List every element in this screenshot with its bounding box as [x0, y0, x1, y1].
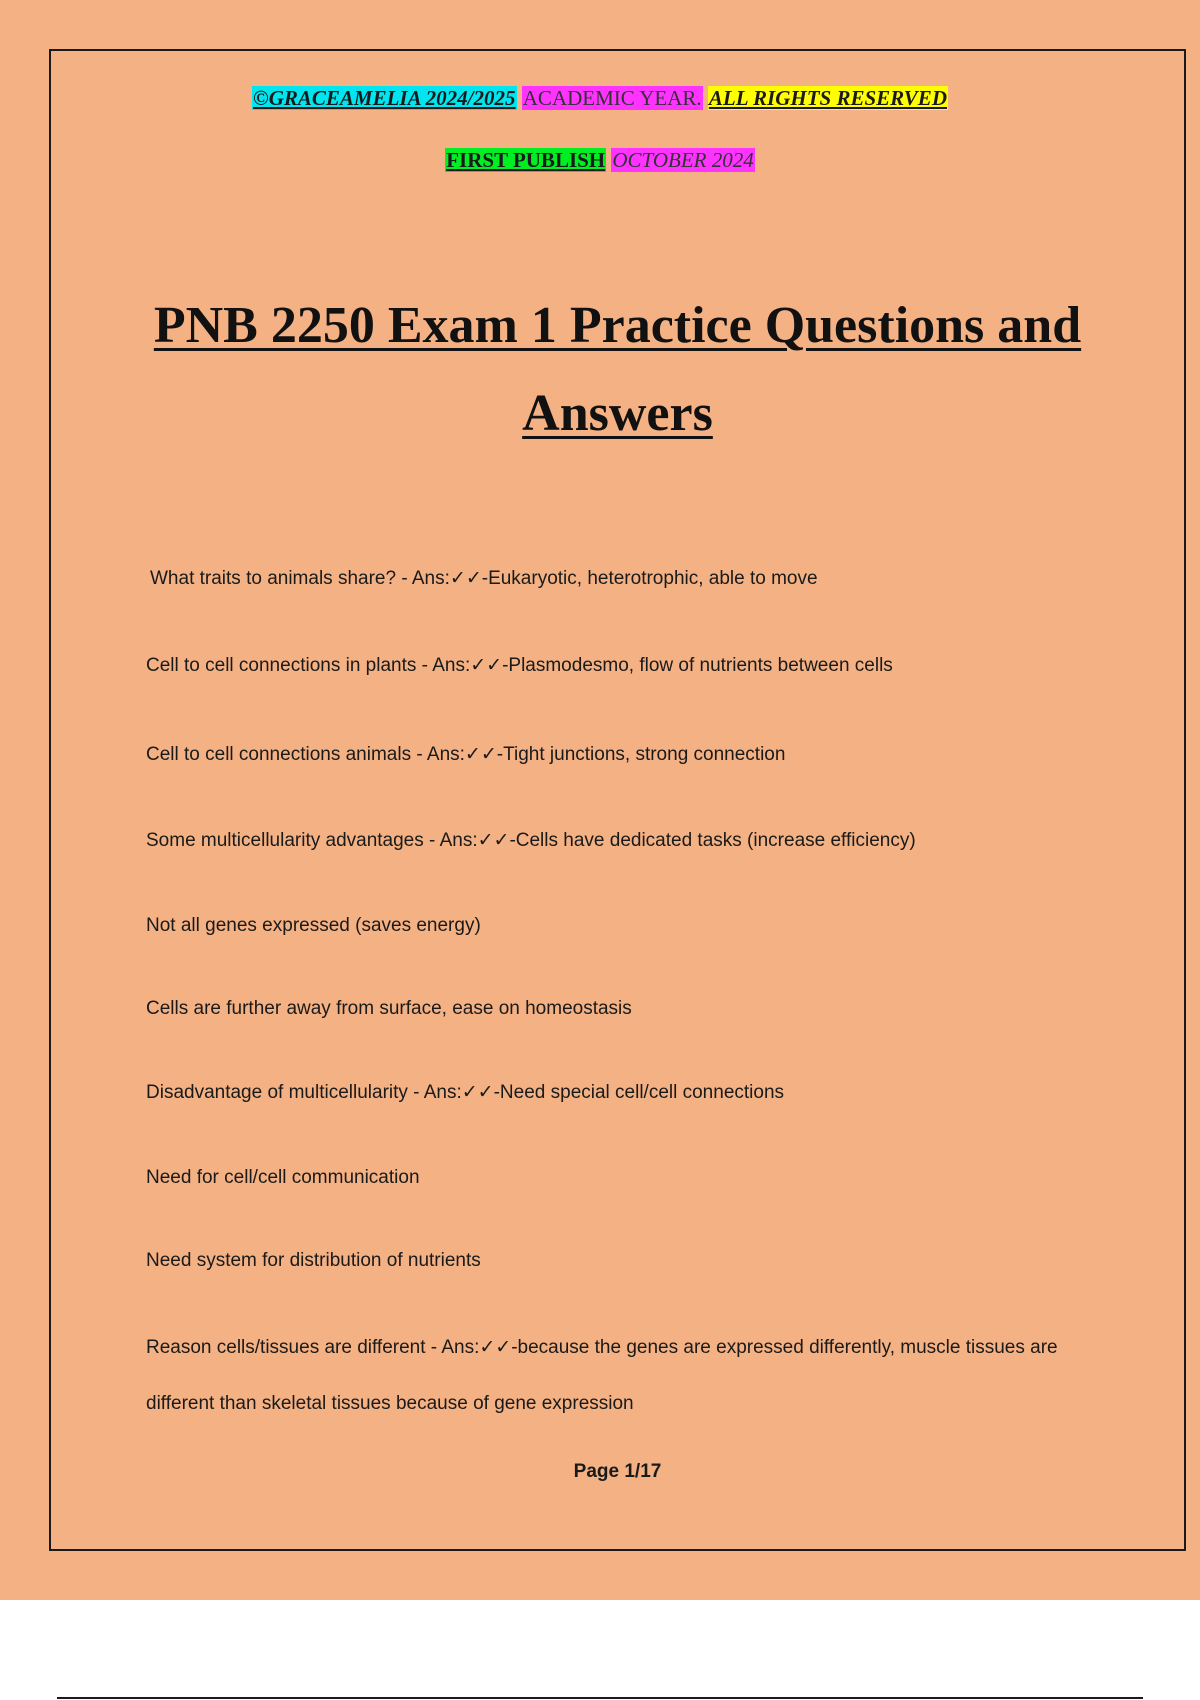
qa-item-8: Need for cell/cell communication [146, 1167, 420, 1188]
qa-item-6: Cells are further away from surface, ease on homeostasis [146, 998, 632, 1019]
document-title-text: PNB 2250 Exam 1 Practice Questions and Answers [153, 297, 1082, 442]
page-number: Page 1/17 [573, 1461, 662, 1482]
copyright-line [0, 86, 1200, 110]
qa-item-10: Reason cells/tissues are different - Ans:✓✓-because the genes are expressed differently, muscle tissues are different than skeletal tissues because of gene expression [146, 1337, 1058, 1414]
publish-date-text: OCTOBER 2024 [612, 148, 754, 172]
publish-line [0, 148, 1200, 172]
qa-item-9: Need system for distribution of nutrients [146, 1250, 481, 1271]
rights-reserved-text: ALL RIGHTS RESERVED [708, 86, 947, 110]
qa-item-2: Cell to cell connections in plants - Ans:✓✓-Plasmodesmo, flow of nutrients between cells [146, 655, 893, 676]
copyright-text: ©GRACEAMELIA 2024/2025 [253, 86, 516, 110]
qa-item-1: What traits to animals share? - Ans:✓✓-Eukaryotic, heterotrophic, able to move [150, 568, 818, 589]
next-page-rule [57, 1697, 1143, 1699]
qa-item-5: Not all genes expressed (saves energy) [146, 915, 481, 936]
document-title [120, 282, 1115, 458]
first-publish-text: FIRST PUBLISH [446, 148, 606, 172]
qa-item-7: Disadvantage of multicellularity - Ans:✓✓-Need special cell/cell connections [146, 1082, 785, 1103]
qa-item-3: Cell to cell connections animals - Ans:✓✓-Tight junctions, strong connection [146, 744, 786, 765]
academic-year-text: ACADEMIC YEAR. [522, 86, 702, 110]
qa-item-4: Some multicellularity advantages - Ans:✓✓-Cells have dedicated tasks (increase efficiency) [146, 830, 916, 851]
